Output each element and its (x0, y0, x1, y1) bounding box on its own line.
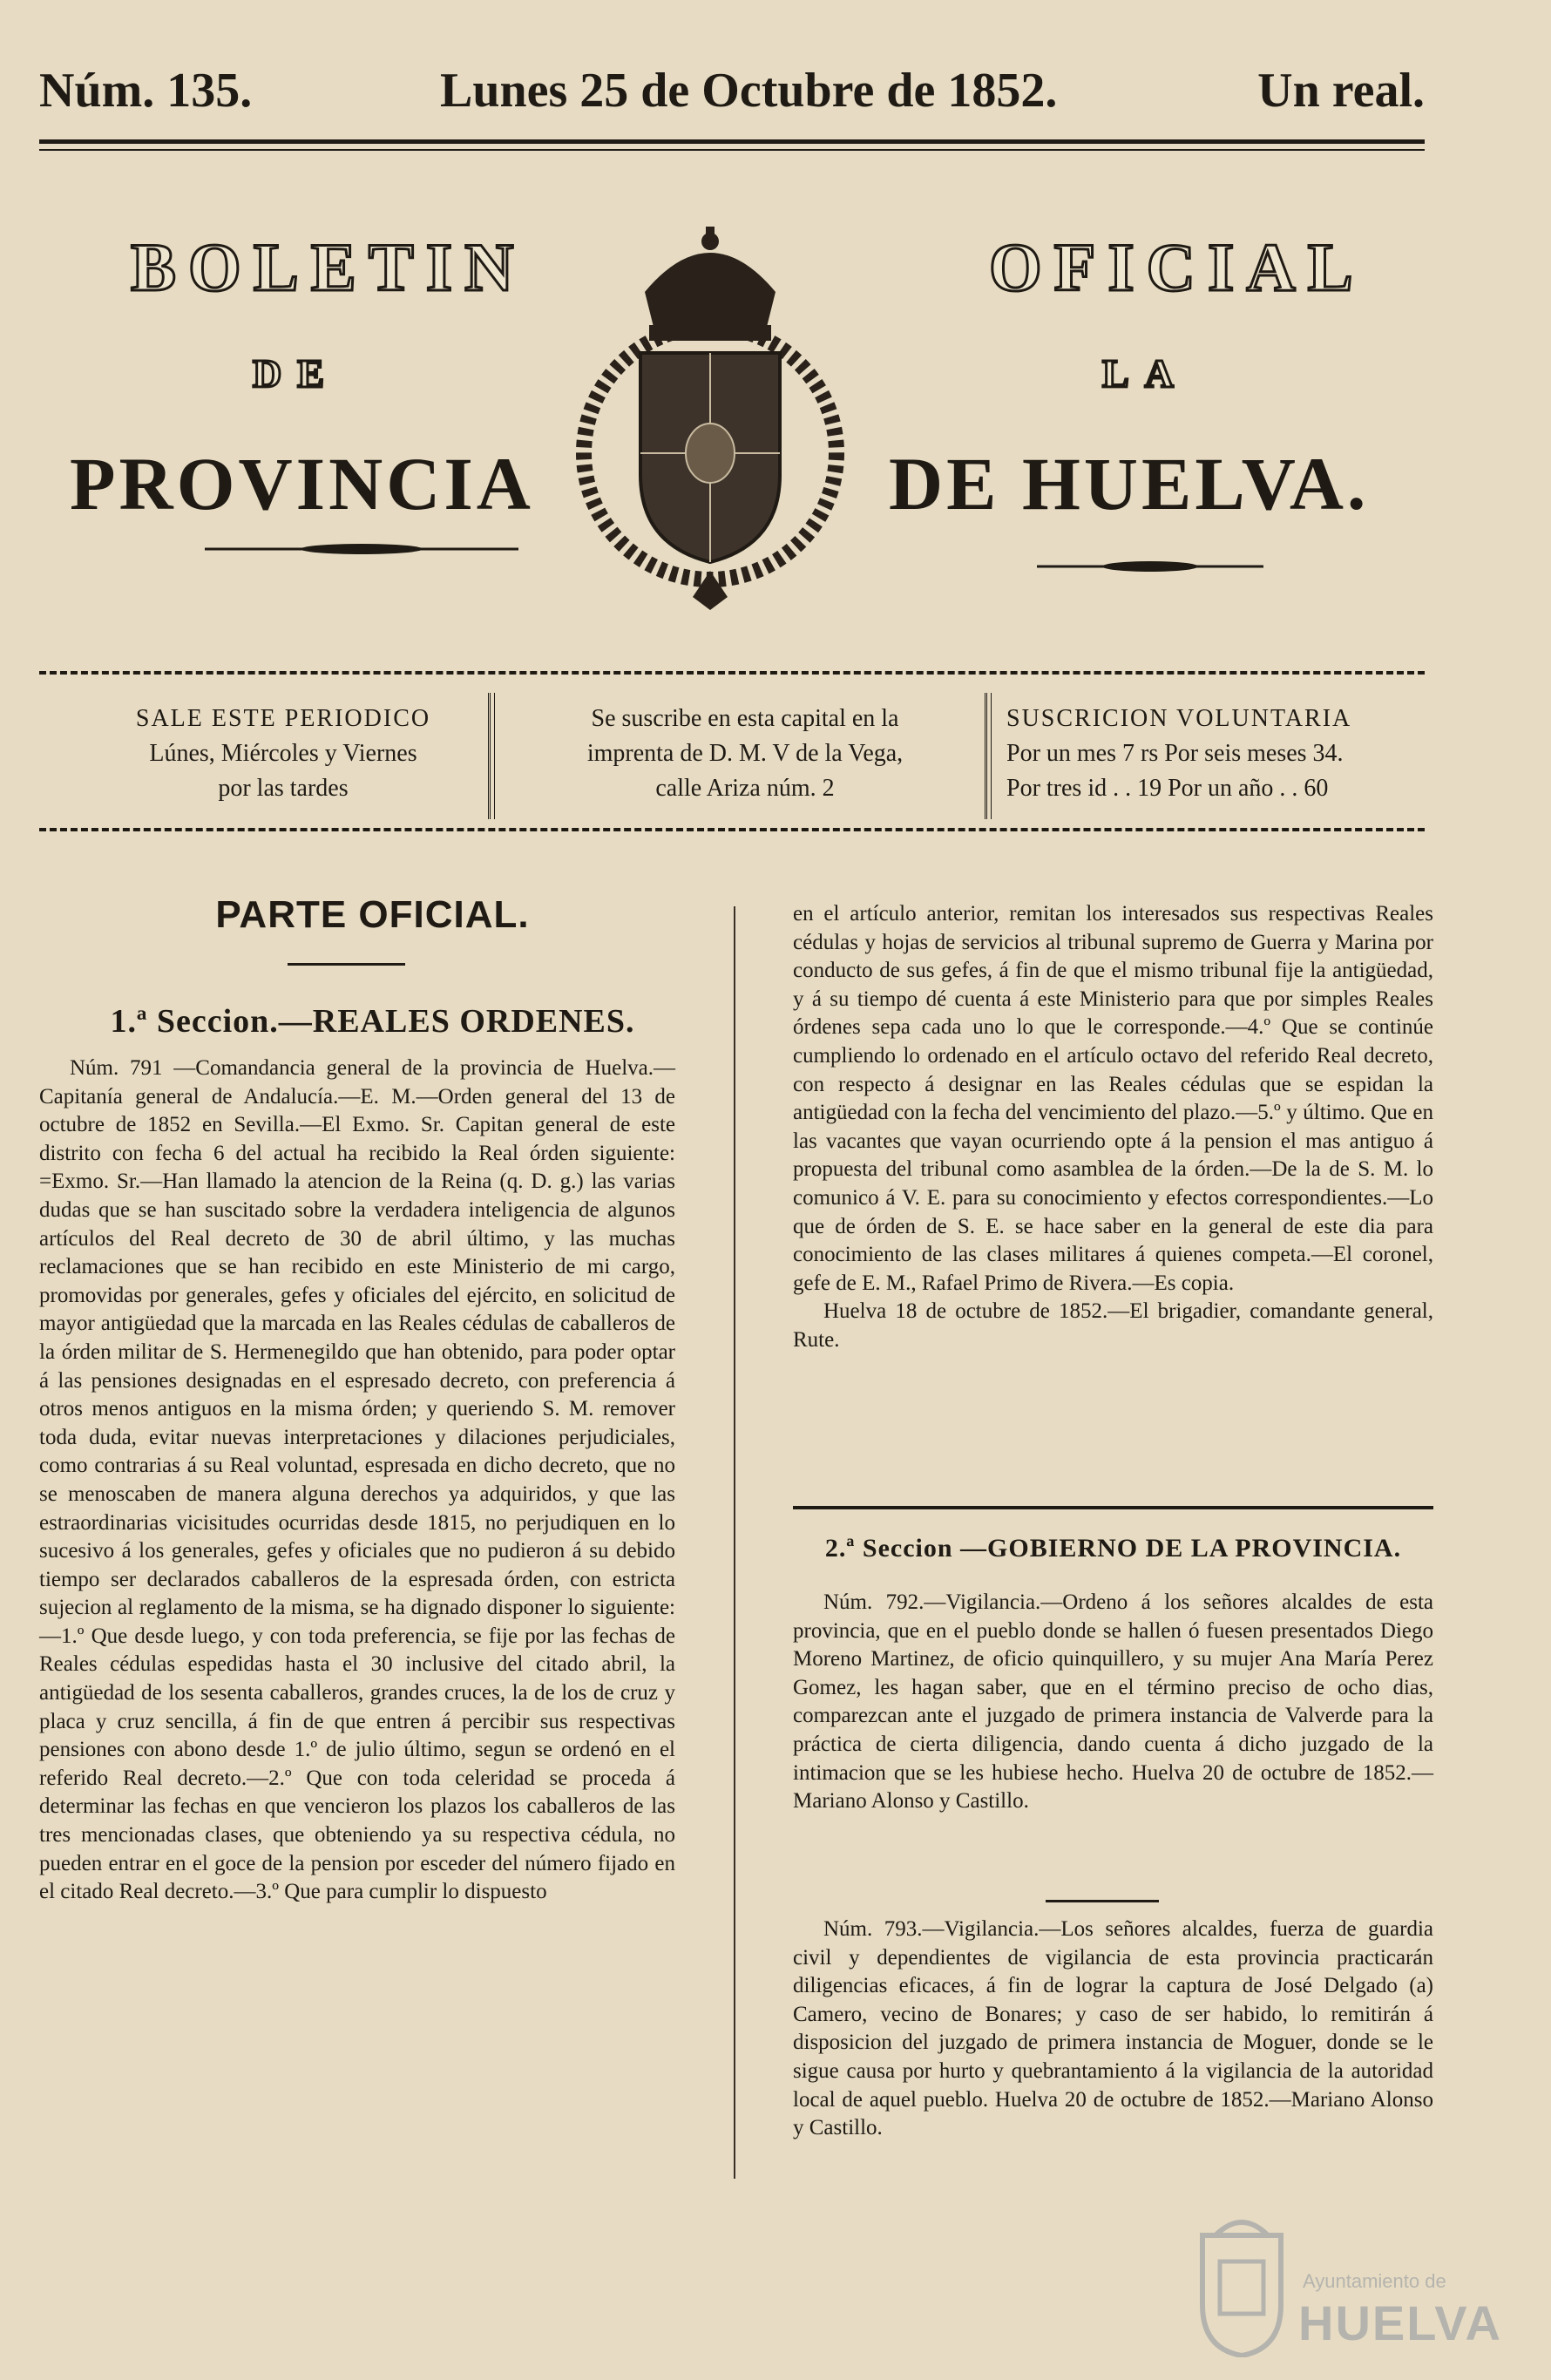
left-flourish (196, 540, 527, 558)
issue-date: Lunes 25 de Octubre de 1852. (440, 64, 1058, 118)
title-oficial: OFICIAL (989, 229, 1365, 305)
city-shield-icon (1194, 2209, 1290, 2357)
title-boletin: BOLETIN (131, 229, 526, 305)
right-flourish (1028, 558, 1272, 575)
notice-separator (1046, 1900, 1159, 1902)
info-separator-1 (488, 693, 495, 819)
section-title: PARTE OFICIAL. (215, 893, 530, 936)
schedule-line-1: SALE ESTE PERIODICO (135, 705, 431, 732)
title-la: LA (1102, 351, 1189, 396)
real-orden-791-signature: Huelva 18 de octubre de 1852.—El brigadier, comandante general, Rute. (793, 1299, 1433, 1352)
column-divider (734, 906, 735, 2179)
masthead-rule (39, 139, 1425, 151)
title-de-huelva: DE HUELVA. (889, 442, 1370, 525)
real-orden-791-continued: en el artículo anterior, remitan los interesados sus respectivas Reales cédulas y hojas de servicios al tribunal supremo de Guerra y Marina por conducto de sus gefes, á fin de que el mismo tribunal fije la antigüedad, y á su tiempo dé cuenta á este Ministerio para que por simples Reales órdenes sepa cada uno lo que le corresponde.—4.º Que se continúe cumpliendo lo ordenado en el artículo octavo del referido Real decreto, con respecto á designar en las Reales cédulas que se espidan la antigüedad con la fecha del vencimiento del plazo.—5.º y último. Que en las vacantes que vayan ocurriendo opte á la pension el mas antiguo á propuesta del tribunal como asamblea de la órden.—De la de S. M. lo comunico á V. E. para su conocimiento y efectos correspondientes.—Lo que de órden de S. E. se hace saber en la general de este dia para conocimiento de las clases militares á quienes competa.—El coronel, gefe de E. M., Rafael Primo de Rivera.—Es copia. (793, 902, 1433, 1295)
vigilancia-792: Núm. 792.—Vigilancia.—Ordeno á los señores alcaldes de esta provincia, que en el pueblo donde se hallen ó fuesen presentados Diego Moreno Martinez, de oficio quinquillero, y su mujer Ana María Perez Gomez, les hagan saber, que en el término preciso de ocho dias, comparezcan ante el juzgado de primera instancia de Valverde para la práctica de cierta diligencia, dando cuenta á dicho juzgado de la intimacion que se les hubiese hecho. Huelva 20 de octubre de 1852.—Mariano Alonso y Castillo. (793, 1590, 1433, 1814)
vigilancia-793: Núm. 793.—Vigilancia.—Los señores alcaldes, fuerza de guardia civil y dependientes de vigilancia de esta provincia practicarán diligencias eficaces, á fin de lograr la captura de José Delgado (a) Camero, vecino de Bonares; y caso de ser habido, lo remitirán á disposicion del juzgado de primera instancia de Moguer, donde se le sigue causa por hurto y quebrantamiento á la vigilancia de la autoridad local de aquel pueblo. Huelva 20 de octubre de 1852.—Mariano Alonso y Castillo. (793, 1917, 1433, 2140)
subsection-gobierno-provincia: 2.ª Seccion —GOBIERNO DE LA PROVINCIA. (824, 1534, 1402, 1563)
masthead (39, 63, 1425, 124)
location-line-1: Se suscribe en esta capital en la (591, 705, 899, 732)
info-top-border (39, 671, 1425, 675)
prices-line-1: Por un mes 7 rs Por seis meses 34. (1006, 740, 1344, 767)
right-column-lower (793, 1589, 1433, 1816)
subsection-reales-ordenes: 1.ª Seccion.—REALES ORDENES. (110, 1003, 635, 1040)
watermark-line-2: HUELVA (1298, 2295, 1502, 2350)
right-column (793, 900, 1433, 1355)
royal-coat-of-arms-icon (575, 222, 845, 614)
location-line-3: calle Ariza núm. 2 (655, 775, 835, 802)
right-section-rule (793, 1506, 1433, 1509)
title-provincia: PROVINCIA (70, 442, 534, 525)
prices-line-2: Por tres id . . 19 Por un año . . 60 (1006, 775, 1329, 802)
title-de: DE (253, 351, 340, 396)
archive-watermark (1194, 2200, 1502, 2366)
section-title-rule (288, 963, 405, 966)
right-column-bottom (793, 1916, 1433, 2143)
schedule-line-3: por las tardes (218, 775, 349, 802)
issue-price: Un real. (1257, 64, 1425, 118)
left-column (39, 1054, 675, 1907)
issue-number: Núm. 135. (39, 64, 253, 118)
location-line-2: imprenta de D. M. V de la Vega, (586, 740, 904, 767)
real-orden-791: Núm. 791 —Comandancia general de la provincia de Huelva.—Capitanía general de Andalucía.—E. M.—Orden general del 13 de octubre de 1852 en Sevilla.—El Exmo. Sr. Capitan general de este distrito con fecha 6 del actual ha recibido la Real órden siguiente: =Exmo. Sr.—Han llamado la atencion de la Reina (q. D. g.) las varias dudas que se han suscitado sobre la verdadera inteligencia de algunos artículos del Real decreto de 30 de abril último, y las muchas reclamaciones que se han recibido en este Ministerio de mi cargo, promovidas por generales, gefes y oficiales del ejército, en solicitud de mayor antigüedad que la marcada en las Reales cédulas de caballeros de la órden militar de S. Hermenegildo que han obtenido, para poder optar á las pensiones designadas en el espresado decreto, con preferencia á otros menos antiguos en la misma órden; y queriendo S. M. remover toda duda, evitar nuevas interpretaciones y dilaciones perjudiciales, como contrarias á su Real voluntad, espresada en dicho decreto, que no se menoscaben de manera alguna derechos ya adquiridos, y que las estraordinarias vicisitudes ocurridas desde 1815, no perjudiquen en lo sucesivo á los generales, gefes y oficiales que no pudieron á su debido tiempo ser declarados caballeros de la espresada órden, con estricta sujecion al reglamento de la misma, se ha dignado disponer lo siguiente:—1.º Que desde luego, y con toda preferencia, se fije por las fechas de Reales cédulas espedidas hasta el 30 inclusive del citado abril, la antigüedad de los sesenta caballeros, grandes cruces, la de los de cruz y placa y cruz sencilla, á fin de que entren á percibir sus respectivas pensiones con abono desde 1.º de julio último, segun se ordenó en el referido Real decreto.—2.º Que con toda celeridad se proceda á determinar las fechas en que vencieron los plazos los caballeros de las tres mencionadas clases, que obteniendo ya su respectiva cédula, no pueden entrar en el goce de la pension por esceder del número fijado en el citado Real decreto.—3.º Que para cumplir lo dispuesto (39, 1056, 675, 1904)
prices-title: SUSCRICION VOLUNTARIA (1006, 705, 1352, 732)
watermark-line-1: Ayuntamiento de (1303, 2270, 1446, 2292)
schedule-line-2: Lúnes, Miércoles y Viernes (149, 740, 417, 767)
publication-schedule (74, 702, 492, 815)
subscription-prices (980, 702, 1442, 815)
subscription-location (514, 702, 976, 815)
info-bottom-border (39, 828, 1425, 831)
subscription-info-box (39, 671, 1425, 837)
